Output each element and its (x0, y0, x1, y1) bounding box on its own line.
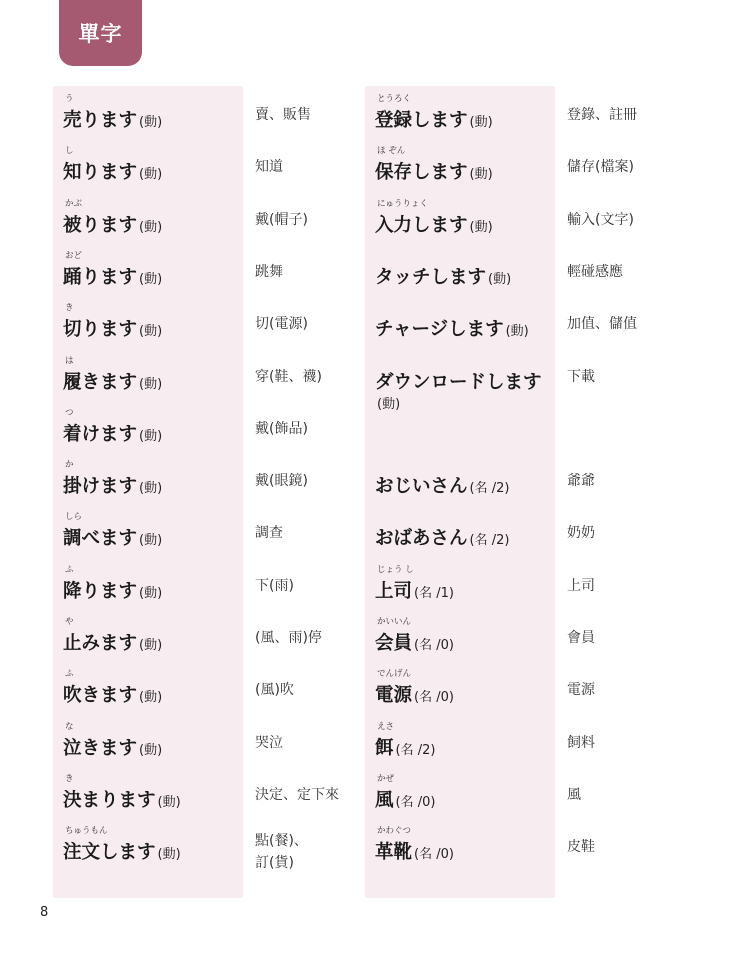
meaning-line: 輸入(文字) (567, 211, 634, 228)
part-of-speech: (動) (139, 481, 163, 497)
part-of-speech: (動) (139, 115, 163, 130)
vocab-meaning (567, 313, 637, 333)
vocab-word: 知ります (63, 162, 138, 184)
meaning-line: (風、雨)停 (255, 630, 322, 646)
furigana: しら (65, 512, 83, 523)
meaning-line: 跳舞 (255, 263, 283, 280)
part-of-speech: (名 /1) (414, 585, 454, 601)
vocab-row (0, 772, 750, 824)
vocab-meaning (567, 679, 595, 699)
part-of-speech: (動) (157, 847, 181, 863)
section-tab (59, 0, 142, 66)
vocab-row (0, 92, 750, 144)
furigana: かわぐつ (377, 826, 412, 837)
meaning-line: 調查 (255, 525, 283, 542)
part-of-speech: (名 /0) (414, 690, 454, 706)
vocab-word: 降ります (63, 580, 138, 602)
vocab-row (0, 197, 750, 249)
meaning-line: 戴(眼鏡) (255, 473, 308, 490)
furigana: な (65, 721, 74, 732)
furigana: や (65, 617, 74, 627)
furigana: えさ (377, 721, 395, 732)
furigana: にゅうりょく (377, 198, 428, 209)
vocab-word: タッチします (375, 266, 487, 288)
vocab-row (0, 406, 750, 458)
vocab-meaning (567, 104, 637, 124)
vocab-meaning (567, 575, 595, 595)
meaning-line: (風)吹 (255, 682, 294, 699)
furigana: ほ ぞん (377, 146, 406, 157)
meaning-line: 下載 (567, 368, 595, 385)
vocab-word: 決まります (63, 789, 156, 811)
furigana: き (65, 773, 74, 784)
part-of-speech: (名 /0) (414, 847, 454, 863)
part-of-speech: (動) (139, 585, 163, 601)
vocab-word: 踊ります (63, 266, 138, 288)
vocab-word: ダウンロードします (375, 371, 542, 393)
vocab-row (0, 249, 750, 301)
part-of-speech: (動) (139, 690, 163, 706)
vocab-row (0, 458, 750, 510)
furigana: し (65, 146, 74, 157)
part-of-speech: (名 /0) (395, 794, 436, 810)
vocab-word: 登録します (375, 110, 468, 131)
vocab-word: 売ります (63, 110, 138, 131)
furigana: ふ (65, 669, 74, 680)
part-of-speech: (動) (139, 219, 163, 235)
vocab-row (0, 667, 750, 719)
vocab-word: 注文します (63, 842, 156, 864)
section-tab-label: 單字 (78, 22, 123, 46)
vocab-word: おばあさん (375, 528, 468, 550)
furigana: ふ (65, 564, 74, 575)
vocab-word: 被ります (63, 214, 138, 236)
meaning-line: 點(餐)、 (255, 833, 308, 850)
vocab-row (0, 563, 750, 615)
part-of-speech: (動) (469, 115, 493, 130)
meaning-line: 登錄、註冊 (567, 107, 637, 123)
part-of-speech: (動) (139, 638, 163, 653)
meaning-line: 輕碰感應 (567, 263, 623, 280)
vocab-meaning (567, 366, 595, 386)
meaning-line: 哭泣 (255, 734, 283, 751)
furigana: ちゅうもん (65, 826, 108, 837)
meaning-line: 下(雨) (255, 577, 294, 594)
vocab-meaning (567, 732, 595, 752)
part-of-speech: (動) (157, 794, 181, 810)
meaning-line: 戴(飾品) (255, 420, 308, 437)
part-of-speech: (名 /0) (414, 638, 454, 653)
vocab-word: 上司 (375, 580, 413, 602)
meaning-line: 爺爺 (567, 473, 595, 490)
vocab-word: 履きます (63, 371, 138, 393)
vocab-row (0, 615, 750, 667)
part-of-speech: (動) (505, 324, 529, 340)
meaning-line: 風 (567, 786, 581, 803)
page-number: 8 (40, 905, 49, 920)
vocab-row (0, 510, 750, 562)
vocab-meaning (567, 470, 595, 490)
meaning-line: 上司 (567, 577, 595, 594)
vocab-meaning (567, 627, 595, 647)
furigana: か (65, 460, 74, 471)
vocab-meaning (567, 836, 595, 856)
vocab-word: 保存します (375, 162, 468, 184)
vocab-word: チャージします (375, 319, 504, 341)
vocab-meaning (567, 261, 623, 281)
meaning-line: 知道 (255, 159, 283, 176)
vocab-word: 餌 (375, 737, 394, 759)
vocab-row (0, 720, 750, 772)
meaning-line: 決定、定下來 (255, 786, 339, 803)
furigana: つ (65, 407, 74, 418)
vocab-row (0, 824, 750, 876)
part-of-speech: (動) (139, 533, 163, 549)
part-of-speech: (名 /2) (395, 742, 436, 758)
vocab-word: 入力します (375, 214, 468, 236)
vocab-meaning (567, 209, 634, 229)
part-of-speech: (名 /2) (469, 533, 510, 549)
part-of-speech: (動) (469, 219, 493, 235)
vocab-meaning (567, 784, 581, 804)
vocab-word: 吹きます (63, 685, 138, 707)
meaning-line: 穿(鞋、襪) (255, 368, 322, 385)
meaning-line: 儲存(檔案) (567, 159, 634, 176)
furigana: かぶ (65, 198, 83, 209)
meaning-line: 戴(帽子) (255, 211, 308, 228)
vocab-word: 着けます (63, 423, 138, 445)
furigana: とうろく (377, 94, 412, 104)
part-of-speech: (動) (139, 271, 163, 287)
meaning-line: 訂(貨) (255, 855, 294, 872)
part-of-speech: (動) (139, 324, 163, 340)
meaning-line: 賣、販售 (255, 107, 311, 123)
furigana: じょう し (377, 564, 414, 575)
vocab-word: おじいさん (375, 476, 468, 498)
vocab-word: 掛けます (63, 476, 138, 498)
furigana: おど (65, 250, 83, 261)
vocab-word: 会員 (375, 633, 413, 654)
furigana: は (65, 355, 74, 366)
part-of-speech: (動) (139, 167, 163, 183)
part-of-speech: (動) (139, 742, 163, 758)
vocab-meaning (567, 156, 634, 176)
furigana: かぜ (377, 773, 395, 784)
furigana: う (65, 94, 74, 104)
vocab-word: 風 (375, 789, 394, 811)
vocab-row (0, 144, 750, 196)
vocab-word: 調べます (63, 528, 138, 550)
part-of-speech: (動) (377, 396, 401, 412)
vocab-word: 革靴 (375, 842, 413, 864)
part-of-speech: (動) (139, 376, 163, 392)
meaning-line: 奶奶 (567, 525, 595, 542)
furigana: き (65, 303, 74, 314)
meaning-line: 切(電源) (255, 316, 308, 333)
part-of-speech: (名 /2) (469, 481, 510, 497)
part-of-speech: (動) (469, 167, 493, 183)
furigana: でんげん (377, 669, 412, 680)
vocab-row (0, 354, 750, 412)
vocab-word: 泣きます (63, 737, 138, 759)
furigana: かいいん (377, 617, 412, 627)
part-of-speech: (動) (139, 428, 163, 444)
meaning-line: 會員 (567, 630, 595, 646)
meaning-line: 加值、儲值 (567, 316, 637, 333)
meaning-line: 飼料 (567, 734, 595, 751)
meaning-line: 電源 (567, 682, 595, 699)
vocab-word: 電源 (375, 685, 413, 707)
vocab-word: 止みます (63, 633, 138, 654)
vocab-row (0, 301, 750, 353)
meaning-line: 皮鞋 (567, 839, 595, 856)
part-of-speech: (動) (488, 271, 512, 287)
vocab-meaning (567, 522, 595, 542)
vocab-word: 切ります (63, 319, 138, 341)
